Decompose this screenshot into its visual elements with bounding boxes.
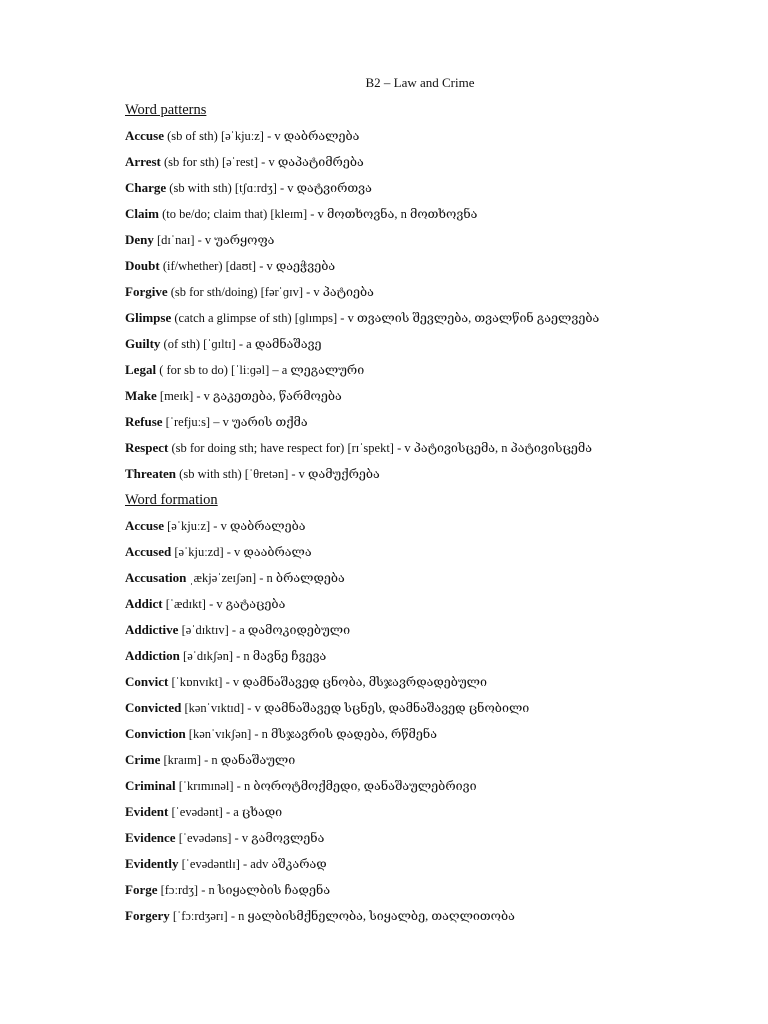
definition-text: [ˈevədəns] - v გამოვლენა (175, 831, 325, 845)
headword: Accused (125, 544, 172, 559)
definition-text: [ˈevədənt] - a ცხადი (168, 805, 283, 819)
vocabulary-entry (125, 569, 745, 595)
headword: Doubt (125, 258, 160, 273)
headword: Forgive (125, 284, 168, 299)
definition-text: (of sth) [ˈɡɪltɪ] - a დამნაშავე (160, 337, 322, 351)
section-heading: Word formation (125, 492, 218, 508)
headword: Evidently (125, 856, 179, 871)
definition-text: [əˈkjuːz] - v დაბრალება (164, 519, 306, 533)
definition-text: [meɪk] - v გაკეთება, წარმოება (156, 389, 342, 403)
headword: Accuse (125, 128, 164, 143)
headword: Charge (125, 180, 167, 195)
headword: Forge (125, 882, 158, 897)
headword: Convict (125, 674, 169, 689)
definition-text: (sb with sth) [ˈθretən] - v დამუქრება (176, 467, 380, 481)
headword: Convicted (125, 700, 182, 715)
vocabulary-entry (125, 309, 745, 335)
definition-text: (sb with sth) [tʃɑːrdʒ] - v დატვირთვა (166, 181, 372, 195)
vocabulary-entry (125, 907, 745, 933)
definition-text: (sb for sth/doing) [fərˈɡɪv] - v პატიება (167, 285, 374, 299)
headword: Accuse (125, 518, 164, 533)
headword: Addiction (125, 648, 180, 663)
definition-text: [ˈkɒnvɪkt] - v დამნაშავედ ცნობა, მსჯავრდადებული (168, 675, 487, 689)
definition-text: [dɪˈnaɪ] - v უარყოფა (153, 233, 275, 247)
vocabulary-entry (125, 647, 745, 673)
vocabulary-entry (125, 127, 745, 153)
document-title: B2 – Law and Crime (365, 75, 475, 90)
headword: Accusation (125, 570, 187, 585)
headword: Criminal (125, 778, 176, 793)
vocabulary-entry (125, 829, 745, 855)
headword: Addictive (125, 622, 179, 637)
vocabulary-entry (125, 517, 745, 543)
headword: Evident (125, 804, 169, 819)
headword: Legal (125, 362, 157, 377)
definition-text: (catch a glimpse of sth) [ɡlɪmps] - v თვალის შევლება, თვალწინ გაელვება (171, 311, 600, 325)
headword: Arrest (125, 154, 161, 169)
definition-text: [ˈfɔːrdʒərɪ] - n ყალბისმქნელობა, სიყალბე, თაღლითობა (169, 909, 515, 923)
vocabulary-entry (125, 543, 745, 569)
vocabulary-entry (125, 621, 745, 647)
headword: Claim (125, 206, 159, 221)
definition-text: (if/whether) [daʊt] - v დაეჭვება (159, 259, 336, 273)
vocabulary-entry (125, 699, 745, 725)
section-heading: Word patterns (125, 102, 207, 118)
vocabulary-entry (125, 179, 745, 205)
headword: Refuse (125, 414, 163, 429)
definition-text: (sb of sth) [əˈkjuːz] - v დაბრალება (164, 129, 360, 143)
definition-text: ( for sb to do) [ˈliːɡəl] – a ლეგალური (156, 363, 365, 377)
vocabulary-entry (125, 257, 745, 283)
headword: Addict (125, 596, 163, 611)
definition-text: [kənˈvɪkʃən] - n მსჯავრის დადება, რწმენა (185, 727, 437, 741)
definition-text: [ˈrefjuːs] – v უარის თქმა (162, 415, 308, 429)
definition-text: [ˈædɪkt] - v გატაცება (162, 597, 286, 611)
headword: Forgery (125, 908, 170, 923)
vocabulary-entry (125, 387, 745, 413)
vocabulary-entry (125, 777, 745, 803)
headword: Make (125, 388, 157, 403)
definition-text: (sb for doing sth; have respect for) [rɪˈspekt] - v პატივისცემა, n პატივისცემა (168, 441, 592, 455)
vocabulary-entry (125, 153, 745, 179)
vocabulary-entry (125, 855, 745, 881)
headword: Crime (125, 752, 161, 767)
vocabulary-entry (125, 803, 745, 829)
definition-text: [əˈdɪktɪv] - a დამოკიდებული (178, 623, 351, 637)
vocabulary-entry (125, 439, 745, 465)
definition-text: ˌækjəˈzeɪʃən] - n ბრალდება (186, 571, 345, 585)
vocabulary-entry (125, 361, 745, 387)
vocabulary-entry (125, 673, 745, 699)
document-body (125, 101, 745, 933)
definition-text: [əˈkjuːzd] - v დააბრალა (171, 545, 312, 559)
headword: Deny (125, 232, 154, 247)
headword: Threaten (125, 466, 177, 481)
vocabulary-entry (125, 335, 745, 361)
definition-text: [kraɪm] - n დანაშაული (160, 753, 296, 767)
vocabulary-entry (125, 205, 745, 231)
definition-text: (to be/do; claim that) [kleɪm] - v მოთხოვნა, n მოთხოვნა (158, 207, 478, 221)
definition-text: [ˈevədəntlɪ] - adv აშკარად (178, 857, 327, 871)
vocabulary-entry (125, 283, 745, 309)
vocabulary-entry (125, 413, 745, 439)
vocabulary-entry (125, 231, 745, 257)
headword: Glimpse (125, 310, 172, 325)
definition-text: [əˈdɪkʃən] - n მავნე ჩვევა (179, 649, 327, 663)
definition-text: [kənˈvɪktɪd] - v დამნაშავედ სცნეს, დამნაშავედ ცნობილი (181, 701, 530, 715)
vocabulary-entry (125, 725, 745, 751)
vocabulary-entry (125, 465, 745, 491)
headword: Evidence (125, 830, 176, 845)
vocabulary-entry (125, 881, 745, 907)
definition-text: (sb for sth) [əˈrest] - v დაპატიმრება (160, 155, 364, 169)
headword: Guilty (125, 336, 161, 351)
vocabulary-entry (125, 751, 745, 777)
definition-text: [ˈkrɪmɪnəl] - n ბოროტმოქმედი, დანაშაულებრივი (175, 779, 477, 793)
vocabulary-entry (125, 595, 745, 621)
definition-text: [fɔːrdʒ] - n სიყალბის ჩადენა (157, 883, 331, 897)
headword: Conviction (125, 726, 186, 741)
headword: Respect (125, 440, 169, 455)
